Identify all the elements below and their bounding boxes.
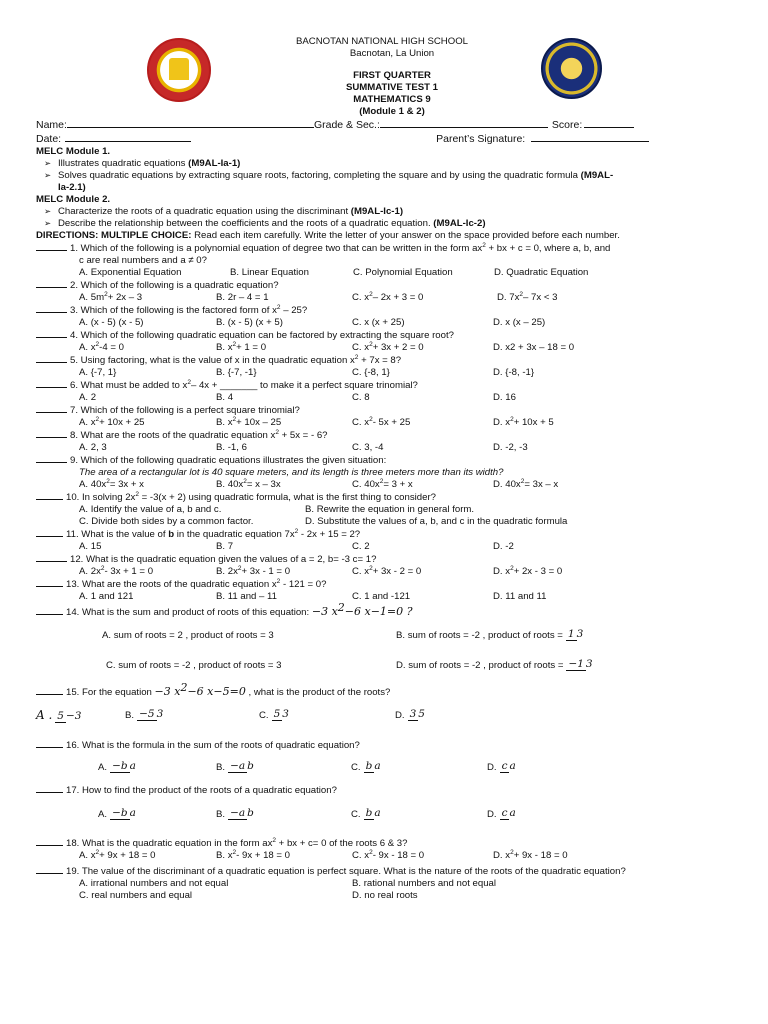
date-row xyxy=(36,132,748,146)
option-a: A. $x^2-4 = 0$ xyxy=(79,340,124,353)
option-b: B. $2x^2+ 3x - 1 = 0$ xyxy=(216,564,291,577)
answer-blank-9[interactable] xyxy=(36,454,67,463)
option-b: B. $x^2-$ 9x + 18 = 0 xyxy=(216,848,291,861)
option-d: D. $x^2+ 10x + 5$ xyxy=(493,415,554,428)
question-10-options-cd xyxy=(36,516,748,528)
module: (Module 1 & 2) xyxy=(359,105,425,117)
option-b: B. sum of roots = -2 , product of roots = 1 3 xyxy=(396,628,584,641)
answer-blank-7[interactable] xyxy=(36,404,67,413)
option-b: B. −a b xyxy=(216,760,254,773)
answer-blank-15[interactable] xyxy=(36,686,63,695)
option-c: C. $x^2-$ 2x + 3 = 0 xyxy=(352,290,424,303)
option-a: A. 2, 3 xyxy=(79,441,107,453)
answer-blank-10[interactable] xyxy=(36,491,63,500)
question-8: 8. What are the roots of the quadratic equation $x^2 + 5x$ = - 6? xyxy=(36,429,748,442)
option-b: B. 7 xyxy=(216,540,234,552)
option-c: C. 5 3 xyxy=(259,708,289,721)
option-d: D. x (x – 25) xyxy=(493,316,546,328)
melc2-item-2: ➢ Describe the relationship between the coefficients and the roots of a quadratic equation. (M9AL-Ic-2) xyxy=(36,218,748,230)
answer-blank-11[interactable] xyxy=(36,528,63,537)
option-a: A. 1 and 121 xyxy=(79,590,134,602)
score-field[interactable] xyxy=(584,118,634,128)
answer-blank-16[interactable] xyxy=(36,739,63,748)
question-7: 7. Which of the following is a perfect square trinomial? xyxy=(36,404,748,417)
option-c: C. sum of roots = -2 , product of roots = 3 xyxy=(106,659,282,671)
option-b: B. Rewrite the equation in general form. xyxy=(305,503,475,515)
option-c: C. 2 xyxy=(352,540,370,552)
question-3-options xyxy=(36,317,748,329)
question-18-options xyxy=(36,850,748,862)
option-b: B. $40x^2= x - 3x$ xyxy=(216,477,281,490)
quarter: FIRST QUARTER xyxy=(353,69,431,81)
option-d: D. 11 and 11 xyxy=(493,590,547,602)
option-a: A . 5 −3 xyxy=(36,708,82,723)
question-15: 15. For the equation −3 $x^2-6$ x−5=0 , what is the product of the roots? xyxy=(36,685,748,699)
question-16: 16. What is the formula in the sum of the roots of quadratic equation? xyxy=(36,739,748,752)
question-6-options xyxy=(36,392,748,404)
answer-blank-5[interactable] xyxy=(36,354,67,363)
name-label: Name: xyxy=(36,118,67,131)
option-c: C. $x^2+ 3x + 2 = 0$ xyxy=(352,340,424,353)
directions: DIRECTIONS: MULTIPLE CHOICE: Read each item carefully. Write the letter of your answer on the space provided before each number. xyxy=(36,230,620,242)
option-a: A. −b a xyxy=(98,760,136,773)
answer-blank-18[interactable] xyxy=(36,837,63,846)
name-row xyxy=(36,118,748,132)
option-d: D. Quadratic Equation xyxy=(494,267,589,278)
option-b: B. 4 xyxy=(216,391,234,403)
question-14-options-cd xyxy=(36,651,748,681)
option-c: C. x (x + 25) xyxy=(352,316,405,328)
answer-blank-1[interactable] xyxy=(36,242,67,251)
option-b: B. {-7, -1} xyxy=(216,366,257,378)
option-d: D. $x^2+ 2x - 3 = 0$ xyxy=(493,564,563,577)
test-title: SUMMATIVE TEST 1 xyxy=(345,81,439,93)
question-9: 9. Which of the following quadratic equations illustrates the given situation: xyxy=(36,454,748,467)
option-a: A. $x^2+ 10x + 25$ xyxy=(79,415,145,428)
option-a: A. −b a xyxy=(98,807,136,820)
melc1-title: MELC Module 1. xyxy=(36,146,111,158)
question-17: 17. How to find the product of the roots of a quadratic equation? xyxy=(36,784,748,797)
option-a: A. irrational numbers and not equal xyxy=(79,878,229,890)
answer-blank-6[interactable] xyxy=(36,379,67,388)
option-a: A. sum of roots = 2 , product of roots = 3 xyxy=(102,629,274,641)
option-d: D. {-8, -1} xyxy=(493,366,535,378)
question-19: 19. The value of the discriminant of a quadratic equation is perfect square. What is the nature of the roots of the quadratic equation? xyxy=(36,865,748,878)
score-label: Score: xyxy=(551,118,583,131)
option-c: C. real numbers and equal xyxy=(79,890,193,902)
test-page xyxy=(36,36,748,902)
melc1-item-2: ➢ Solves quadratic equations by extracting square roots, factoring, completing the square and by using the quadratic formula (M9AL- Ia-2.1) xyxy=(36,170,748,194)
date-label: Date: xyxy=(36,133,62,146)
option-b: B. rational numbers and not equal xyxy=(352,878,496,890)
question-9-options xyxy=(36,479,748,491)
question-16-options xyxy=(36,752,748,784)
option-d: D. -2, -3 xyxy=(493,441,528,453)
subject: MATHEMATICS 9 xyxy=(353,93,431,105)
option-a: A. (x - 5) (x - 5) xyxy=(79,316,144,328)
option-a: A. 15 xyxy=(79,540,102,552)
option-b: B. $x^2+ 10x - 25$ xyxy=(216,415,282,428)
school-location: Bacnotan, La Union xyxy=(349,47,435,59)
melc1-item-1: ➢ Illustrates quadratic equations (M9AL-Ia-1) xyxy=(36,158,748,170)
question-12: 12. What is the quadratic equation given the values of a = 2, b= -3 c= 1? xyxy=(36,553,748,566)
option-c: C. Polynomial Equation xyxy=(353,267,453,278)
school-name: BACNOTAN NATIONAL HIGH SCHOOL xyxy=(296,36,468,47)
option-a: A. Exponential Equation xyxy=(79,267,182,278)
option-c: C. {-8, 1} xyxy=(352,366,390,378)
option-c: C. $x^2+ 3x - 2 = 0$ xyxy=(352,564,422,577)
option-a: A. {-7, 1} xyxy=(79,366,117,378)
question-5: 5. Using factoring, what is the value of x in the quadratic equation $x^2 + 7x = 8$? xyxy=(36,354,748,367)
question-12-options xyxy=(36,566,748,578)
option-a: A. $5m^2+ 2x - 3$ xyxy=(79,290,143,303)
option-d: D. -2 xyxy=(493,540,514,552)
question-8-options xyxy=(36,442,748,454)
question-2: 2. Which of the following is a quadratic equation? xyxy=(36,279,748,292)
option-b: B. −5 3 xyxy=(125,708,164,721)
option-d: D. c a xyxy=(487,760,516,773)
answer-blank-3[interactable] xyxy=(36,304,67,313)
option-c: C. Divide both sides by a common factor. xyxy=(79,515,254,527)
question-19-options-cd xyxy=(36,890,748,902)
question-13: 13. What are the roots of the quadratic equation $x^2 - 121 = 0$? xyxy=(36,578,748,591)
question-2-options xyxy=(36,292,748,304)
answer-blank-12[interactable] xyxy=(36,553,67,562)
option-d: D. sum of roots = -2 , product of roots = −1 3 xyxy=(396,658,593,671)
option-c: C. 3, -4 xyxy=(352,441,384,453)
answer-blank-8[interactable] xyxy=(36,429,67,438)
question-9-situation: The area of a rectangular lot is 40 square meters, and its length is three meters more than its width? xyxy=(79,466,504,478)
answer-blank-19[interactable] xyxy=(36,865,63,874)
melc2-item-1: ➢ Characterize the roots of a quadratic equation using the discriminant (M9AL-Ic-1) xyxy=(36,206,748,218)
option-d: D. $x^2+ 9x - 18 = 0$ xyxy=(493,848,568,861)
answer-blank-4[interactable] xyxy=(36,329,67,338)
option-c: C. $x^2-$ 5x + 25 xyxy=(352,415,411,428)
question-10: 10. In solving $2x^2 = -3(x + 2)$ using quadratic formula, what is the first thing to consider? xyxy=(36,491,748,504)
date-field[interactable] xyxy=(65,132,191,142)
option-c: C. b a xyxy=(351,760,381,773)
option-b: B. $x^2+ 1 = 0$ xyxy=(216,340,267,353)
answer-blank-13[interactable] xyxy=(36,578,63,587)
question-15-options xyxy=(36,699,748,733)
question-17-options xyxy=(36,797,748,833)
option-a: A. $40x^2= 3x + x$ xyxy=(79,477,144,490)
option-c: C. 8 xyxy=(352,391,370,403)
question-1-options xyxy=(36,267,748,279)
question-1-cont: c are real numbers and a ≠ 0? xyxy=(79,255,207,267)
option-b: B. Linear Equation xyxy=(230,267,309,278)
option-d: D. $40x^2= 3x - x$ xyxy=(493,477,559,490)
question-7-options xyxy=(36,417,748,429)
option-b: B. 2r – 4 = 1 xyxy=(216,291,269,303)
option-d: D. 3 5 xyxy=(395,708,425,721)
option-b: B. -1, 6 xyxy=(216,441,247,453)
answer-blank-17[interactable] xyxy=(36,784,63,793)
option-a: A. $2x^2-$ 3x + 1 = 0 xyxy=(79,564,154,577)
option-b: B. −a b xyxy=(216,807,254,820)
option-d: D. x2 + 3x – 18 = 0 xyxy=(493,341,575,353)
question-14: 14. What is the sum and product of roots of this equation: −3 $x^2-6$ x−1=0 ? xyxy=(36,605,748,619)
question-14-options-ab xyxy=(36,621,748,651)
parent-field[interactable] xyxy=(531,132,649,142)
option-a: A. Identify the value of a, b and c. xyxy=(79,503,222,515)
question-1: 1. Which of the following is a polynomial equation of degree two that can be written in the form $ax^2$ + bx + c = 0, where a, b, and xyxy=(36,242,748,255)
grade-label: Grade & Sec.: xyxy=(313,118,380,131)
option-a: A. $x^2+ 9x + 18 = 0$ xyxy=(79,848,156,861)
option-c: C. $x^2-$ 9x - 18 = 0 xyxy=(352,848,425,861)
name-field[interactable] xyxy=(67,118,314,128)
question-18: 18. What is the quadratic equation in the form $ax^2$ + bx + c= 0 of the roots 6 & 3? xyxy=(36,837,748,850)
option-a: A. 2 xyxy=(79,391,97,403)
parent-label: Parent’s Signature: xyxy=(436,133,526,146)
question-4: 4. Which of the following quadratic equation can be factored by extracting the square root? xyxy=(36,329,748,342)
option-d: D. c a xyxy=(487,807,516,820)
question-10-options-ab xyxy=(36,504,748,516)
question-5-options xyxy=(36,367,748,379)
option-d: D. 16 xyxy=(493,391,516,403)
question-11: 11. What is the value of b in the quadratic equation $7x^2 - 2x + 15 = 2$? xyxy=(36,528,748,541)
question-19-options-ab xyxy=(36,878,748,890)
option-c: C. $40x^2= 3 + x$ xyxy=(352,477,413,490)
question-4-options xyxy=(36,342,748,354)
melc2-title: MELC Module 2. xyxy=(36,194,111,206)
option-c: C. 1 and -121 xyxy=(352,590,411,602)
question-3: 3. Which of the following is the factored form of $x^2 - 25$? xyxy=(36,304,748,317)
option-d: D. $7x^2-$ 7x < 3 xyxy=(497,290,558,303)
option-d: D. Substitute the values of a, b, and c in the quadratic formula xyxy=(305,515,568,527)
question-13-options xyxy=(36,591,748,603)
answer-blank-14[interactable] xyxy=(36,606,63,615)
grade-field[interactable] xyxy=(380,118,548,128)
header xyxy=(36,36,748,118)
option-d: D. no real roots xyxy=(352,890,418,902)
answer-blank-2[interactable] xyxy=(36,279,67,288)
question-6: 6. What must be added to $x^2-$ 4x + _______ to make it a perfect square trinomial? xyxy=(36,379,748,392)
question-11-options xyxy=(36,541,748,553)
option-b: B. (x - 5) (x + 5) xyxy=(216,316,283,328)
option-b: B. 11 and – 11 xyxy=(216,590,277,602)
option-c: C. b a xyxy=(351,807,381,820)
